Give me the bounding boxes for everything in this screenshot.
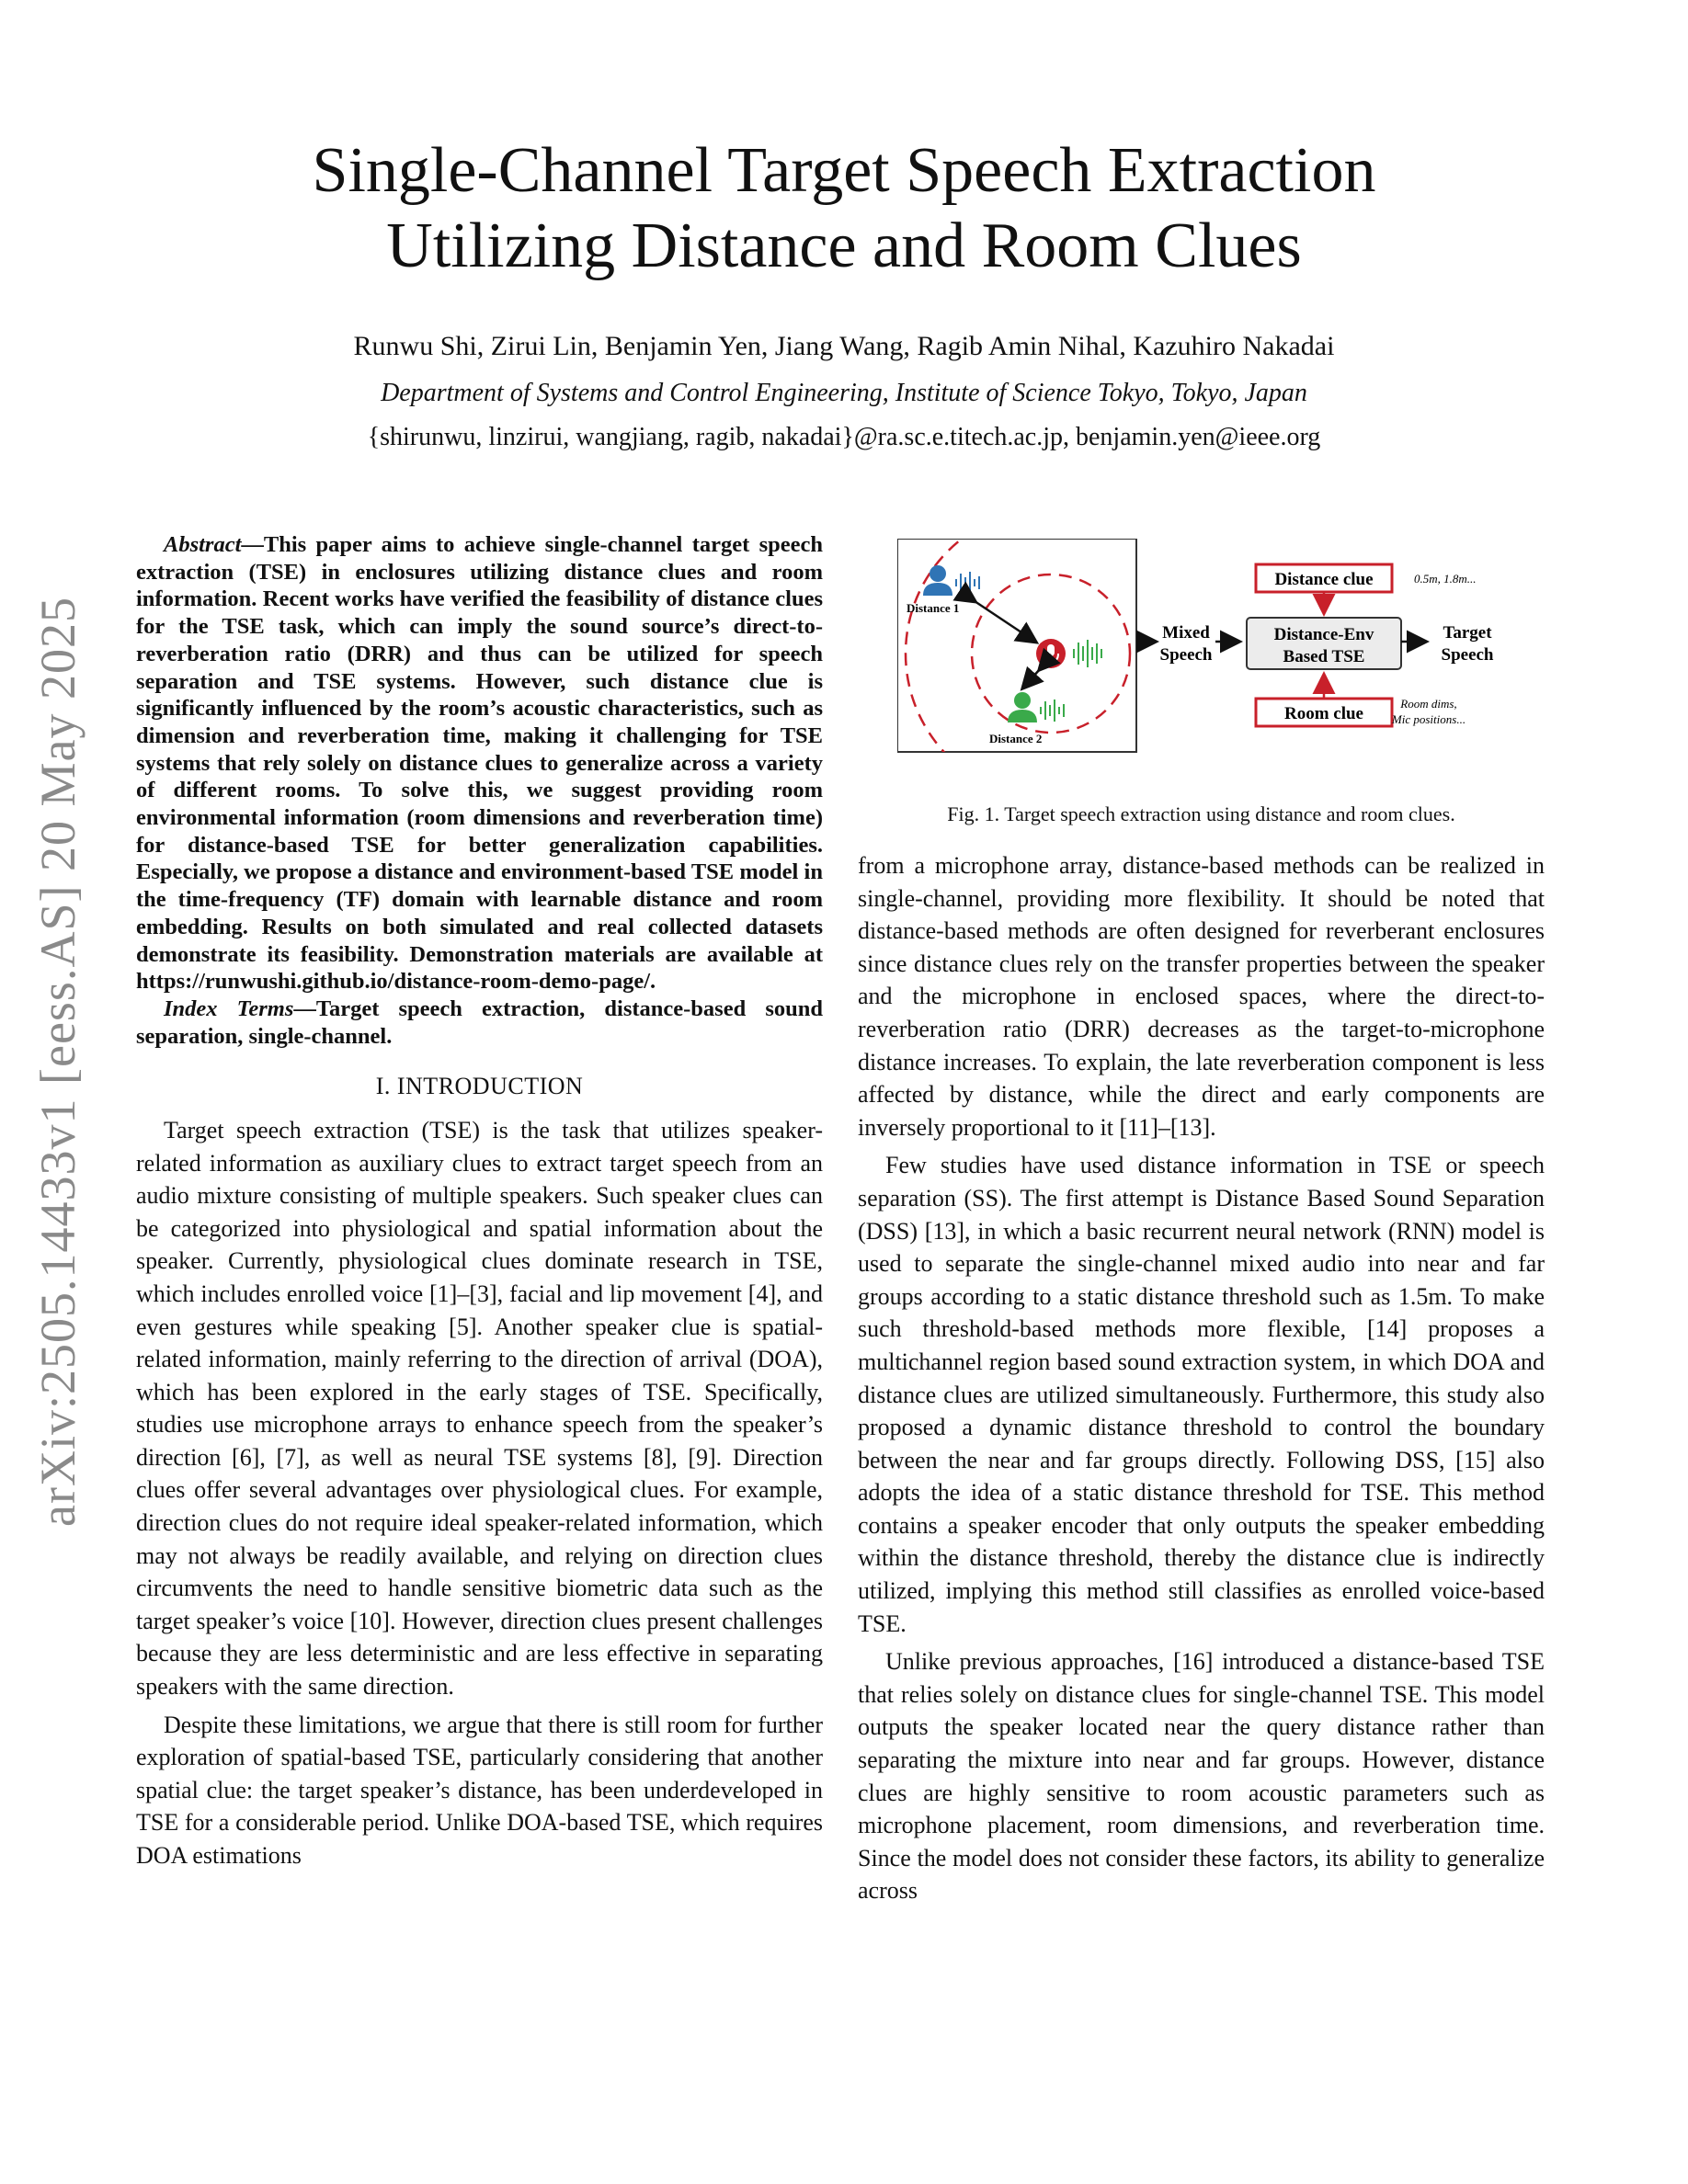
room-clue-label: Room clue bbox=[1283, 704, 1364, 723]
index-terms-paragraph bbox=[136, 995, 823, 1050]
distance-clue-examples: 0.5m, 1.8m... bbox=[1414, 572, 1477, 586]
right-paragraph-2: Few studies have used distance information in TSE or speech separation (SS). The first attempt is Distance Based Sound Separation (DSS) [13], in which a basic recurrent neural network (RNN) model is used to separate the single-channel mixed audio into near and far groups according to a static distance threshold such as 1.5m. To make such threshold-based methods more flexible, [14] proposes a multichannel region based sound extraction system, in which DOA and distance clues are utilized simultaneously. Furthermore, this study also proposed a dynamic distance threshold to control the boundary between the near and far groups directly. Following DSS, [15] also adopts the idea of a static distance threshold for TSE. This method contains a speaker encoder that only outputs the speaker embedding within the distance threshold, thereby the distance clue is indirectly utilized, implying this method still classifies as enrolled voice-based TSE. bbox=[858, 1152, 1545, 1637]
paper-title bbox=[184, 133, 1504, 284]
distance-2-label: Distance 2 bbox=[989, 732, 1043, 745]
mixed-label: Mixed bbox=[1162, 623, 1210, 643]
model-label-line-1: Distance-Env bbox=[1273, 625, 1374, 644]
microphone-icon bbox=[1036, 639, 1066, 668]
author-emails: {shirunwu, linzirui, wangjiang, ragib, nakadai}@ra.sc.e.titech.ac.jp, benjamin.yen@ieee.org bbox=[367, 423, 1321, 451]
distance-clue-label: Distance clue bbox=[1274, 570, 1374, 589]
section-heading-introduction bbox=[136, 1070, 823, 1103]
target-speech-label: Speech bbox=[1441, 645, 1494, 665]
room-clue-examples-line-2: Mic positions... bbox=[1391, 712, 1466, 726]
intro-paragraph-2: Despite these limitations, we argue that there is still room for further exploration of spatial-based TSE, particularly considering that another spatial clue: the target speaker’s distance, has been underdeveloped in TSE for a considerable period. Unlike DOA-based TSE, which requires DOA estimations bbox=[136, 1711, 823, 1870]
model-label-line-2: Based TSE bbox=[1283, 647, 1365, 666]
figure-1 bbox=[897, 539, 1504, 759]
mixture-waveform-icon bbox=[1074, 640, 1101, 667]
index-terms-text: —Target speech extraction, distance-based sound separation, single-channel. bbox=[136, 995, 823, 1049]
figure-1-caption: Fig. 1. Target speech extraction using distance and room clues. bbox=[947, 802, 1455, 825]
room-clue-examples-line-1: Room dims, bbox=[1400, 697, 1457, 711]
affiliation: Department of Systems and Control Engineering, Institute of Science Tokyo, Tokyo, Japan bbox=[381, 379, 1307, 407]
arxiv-sidebar bbox=[17, 552, 99, 1572]
distance-1-label: Distance 1 bbox=[907, 601, 960, 615]
abstract-label: Abstract bbox=[164, 532, 242, 557]
intro-paragraph-1: Target speech extraction (TSE) is the task that utilizes speaker-related information as auxiliary clues to extract target speech from an audio mixture consisting of multiple speakers. Such speaker clues can be categorized into physiological and spatial information about the speaker. Currently, physiological clues dominate research in TSE, which includes enrolled voice [1]–[3], facial and lip movement [4], and even gestures while speaking [5]. Another speaker clue is spatial-related information, mainly referring to the direction of arrival (DOA), which has been explored in the early stages of TSE. Specifically, studies use microphone arrays to enhance speech from the speaker’s direction [6], [7], as well as neural TSE systems [8], [9]. Direction clues offer several advantages over physiological clues. For example, direction clues do not require ideal speaker-related information, which may not always be readily available, and relying on direction clues circumvents the need to handle sensitive biometric data such as the target speaker’s voice [10]. However, direction clues present challenges because they are less deterministic and are less effective in separating speakers with the same direction. bbox=[136, 1116, 823, 1701]
section-numeral: I. bbox=[375, 1073, 397, 1100]
index-terms-label: Index Terms bbox=[164, 995, 294, 1021]
figure-1-diagram bbox=[897, 539, 1504, 759]
right-paragraph-1: from a microphone array, distance-based methods can be realized in single-channel, providing more flexibility. It should be noted that distance-based methods are often designed for reverberant enclosures since distance clues rely on the transfer properties between the speaker and the microphone in enclosed spaces, where the direct-to-reverberation ratio (DRR) decreases as the target-to-microphone distance increases. To explain, the late reverberation component is less affected by distance, while the direct and early components are inversely proportional to it [11]–[13]. bbox=[858, 852, 1545, 1141]
section-name-initial: I bbox=[396, 1073, 406, 1100]
arxiv-identifier: arXiv:2505.14433v1 [eess.AS] 20 May 2025 bbox=[30, 597, 86, 1527]
title-line-1: Single-Channel Target Speech Extraction bbox=[312, 135, 1376, 206]
left-column bbox=[136, 531, 823, 1872]
author-list: Runwu Shi, Zirui Lin, Benjamin Yen, Jiang Wang, Ragib Amin Nihal, Kazuhiro Nakadai bbox=[353, 331, 1335, 361]
right-paragraph-3: Unlike previous approaches, [16] introduced a distance-based TSE that relies solely on distance clues for single-channel TSE. This model outputs the speaker located near the query distance rather than separating the mixture into near and far groups. However, distance clues are highly sensitive to room acoustic parameters such as microphone placement, room dimensions, and reverberation time. Since the model does not consider these factors, its ability to generalize across bbox=[858, 1648, 1545, 1905]
title-line-2: Utilizing Distance and Room Clues bbox=[386, 210, 1302, 281]
abstract-paragraph bbox=[136, 531, 823, 995]
target-label: Target bbox=[1443, 623, 1492, 643]
abstract-text: —This paper aims to achieve single-channel target speech extraction (TSE) in enclosures utilizing distance clues and room information. Recent works have verified the feasibility of distance clues for the TSE task, which can imply the sound source’s direct-to-reverberation ratio (DRR) and thus can be utilized for speech separation and TSE systems. However, such distance clue is significantly influenced by the room’s acoustic characteristics, such as dimension and reverberation time, making it challenging for TSE systems that rely solely on distance clues to generalize across a variety of different rooms. To solve this, we suggest providing room environmental information (room dimensions and reverberation time) for distance-based TSE for better generalization capabilities. Especially, we propose a distance and environment-based TSE model in the time-frequency (TF) domain with learnable distance and room embedding. Results on both simulated and real collected datasets demonstrate its feasibility. Demonstration materials are available at https://runwushi.github.io/distance-room-demo-page/. bbox=[136, 532, 823, 995]
mixed-speech-label: Speech bbox=[1159, 645, 1213, 665]
right-column bbox=[858, 849, 1545, 1907]
section-name-rest: NTRODUCTION bbox=[405, 1073, 584, 1100]
abstract-block bbox=[136, 531, 823, 1050]
